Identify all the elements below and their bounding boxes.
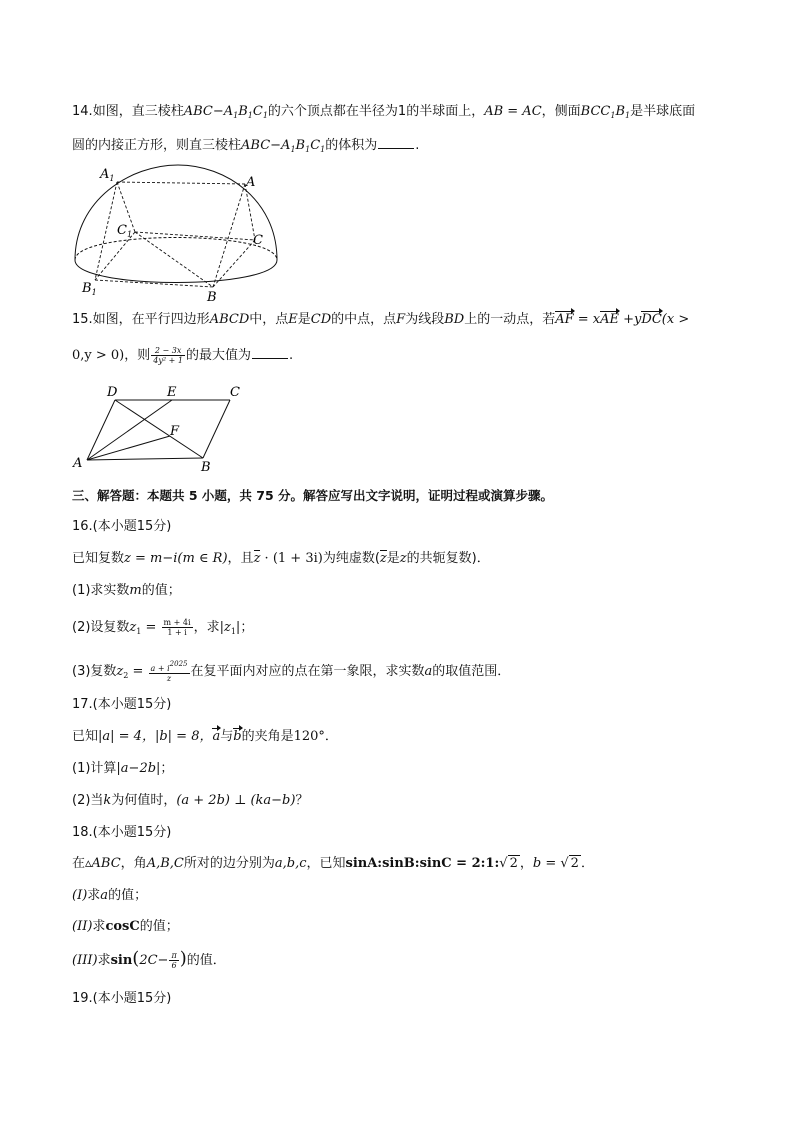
label-C1: $C_1$	[117, 223, 133, 239]
q14-text: .	[415, 138, 420, 153]
label-A: A	[246, 175, 256, 190]
q16-text: ，且	[227, 551, 254, 566]
edge-c1-b1	[95, 232, 135, 280]
frac-num	[149, 660, 190, 674]
q18-roman: (III)	[72, 953, 98, 968]
label-F: F	[170, 424, 180, 439]
q16-sub: 1	[136, 627, 142, 636]
q18-var: A,B,C	[146, 856, 184, 871]
hemisphere-figure	[70, 160, 285, 305]
label-C: C	[253, 233, 263, 248]
q17-vector: b	[233, 729, 242, 744]
q14-eq: AB = AC	[484, 104, 542, 119]
q15-eq: +y	[619, 312, 642, 327]
q15-var: ABCD	[209, 312, 250, 327]
q15-text: 为线段	[405, 312, 445, 327]
q15-text: 的中点，点	[331, 312, 397, 327]
q16-sub: 1	[230, 627, 236, 636]
q15-var: BD	[444, 312, 465, 327]
q15-text: 的最大值为	[185, 348, 251, 363]
q17-stem	[72, 728, 338, 746]
q18-sqrt: √ 2	[499, 856, 518, 871]
q15-fraction	[151, 346, 185, 365]
q17-var: k	[103, 793, 112, 808]
q15-vector: DC	[641, 312, 662, 327]
q14-number: 14.	[72, 104, 93, 119]
q18-part2	[72, 918, 179, 936]
q15-line1	[72, 311, 689, 329]
q16-text: 为纯虚数(	[322, 551, 380, 566]
q17-eq: |a| = 4，|b| = 8，	[98, 729, 213, 744]
q18-var: a,b,c	[274, 856, 307, 871]
q15-eq: = x	[573, 312, 601, 327]
q17-eq: |a−2b|	[116, 761, 161, 776]
q18-fraction	[169, 951, 178, 970]
q17-text: 已知	[72, 729, 99, 744]
q18-triangle: ▵ABC	[85, 856, 121, 871]
q16-text: 在复平面内对应的点在第一象限，求实数	[190, 664, 425, 679]
q14-face: BCC	[580, 104, 611, 119]
q16-part3	[72, 660, 510, 685]
q14-line1	[72, 103, 695, 125]
q16-fraction	[162, 618, 193, 637]
q18-text: 的值．	[186, 953, 226, 968]
q15-text: 中，点	[249, 312, 289, 327]
q16-text: 已知复数	[72, 551, 125, 566]
q14-sub: 1	[610, 111, 616, 120]
answer-blank	[378, 135, 414, 149]
q18-roman: (II)	[72, 919, 93, 934]
q15-text: 是	[297, 312, 311, 327]
q18-text: 求	[92, 919, 106, 934]
frac-num: 2 − 3x	[151, 346, 185, 356]
q18-eq: 2C−	[139, 953, 169, 968]
q16-text: ；	[240, 620, 254, 635]
q17-part1	[72, 760, 173, 778]
q16-eq: · (1 + 3i)	[260, 551, 323, 566]
q18-eq: sinA:sinB:sinC = 2:1:	[345, 856, 500, 871]
q16-text: (1)求实数	[72, 583, 130, 598]
q16-var: a	[424, 664, 433, 679]
q14-sub: 1	[320, 145, 326, 154]
q15-vector: AE	[600, 312, 620, 327]
edge-c1-b	[135, 232, 213, 287]
q14-prism-c: C	[310, 138, 321, 153]
paren-open: (	[132, 948, 140, 969]
q16-part2	[72, 618, 253, 641]
q17-eq: (a + 2b) ⊥ (ka−b)	[176, 793, 296, 808]
q17-title: 17.(本小题15分)	[72, 697, 172, 712]
q14-text: 圆的内接正方形，则直三棱柱	[72, 138, 242, 153]
q16-var: z	[399, 551, 407, 566]
q18-cos: cosC	[105, 919, 140, 934]
edge-b1-b	[95, 280, 213, 287]
q18-text: 所对的边分别为	[183, 856, 275, 871]
q17-text: ．	[324, 729, 338, 744]
q14-prism: ABC−A	[183, 104, 234, 119]
q14-sub: 1	[290, 145, 296, 154]
side-ad	[87, 400, 115, 460]
edge-c1-c	[135, 232, 255, 240]
q18-part1	[72, 887, 147, 905]
q14-sub: 1	[233, 111, 239, 120]
q14-prism-c: C	[252, 104, 263, 119]
q14-line2	[72, 135, 419, 159]
base-ellipse-front	[75, 260, 277, 283]
frac-num: m + 4i	[163, 618, 191, 627]
q15-eq: 0,y > 0)	[72, 348, 125, 363]
answer-blank	[252, 345, 288, 359]
q15-var: E	[288, 312, 298, 327]
q16-eq: =	[128, 664, 148, 679]
q14-prism: ABC−A	[241, 138, 291, 153]
q16-text: (2)设复数	[72, 620, 130, 635]
edge-a-b	[213, 184, 245, 287]
q14-text: 是半球底面	[630, 104, 696, 119]
edge-a1-b1	[95, 182, 117, 280]
q18-part3	[72, 950, 226, 970]
q16-var: z	[129, 620, 137, 635]
q16-conj: z	[253, 551, 261, 566]
q15-var: F	[396, 312, 406, 327]
q17-angle: 120°	[293, 729, 325, 744]
q18-text: ，	[519, 856, 533, 871]
q18-text: 求	[97, 953, 111, 968]
q17-vector: a	[212, 729, 221, 744]
q17-text: (1)计算	[72, 761, 117, 776]
q16-eq: z = m−i(m ∈ R)	[124, 551, 228, 566]
label-C: C	[230, 385, 240, 400]
q18-text: 的值；	[139, 919, 179, 934]
parallelogram-figure	[70, 380, 255, 475]
q18-title: 18.(本小题15分)	[72, 825, 172, 840]
q18-text: 的值；	[108, 888, 148, 903]
q16-eq: =	[141, 620, 161, 635]
q16-var: z	[116, 664, 124, 679]
section-heading: 三、解答题：本题共 5 小题，共 75 分。解答应写出文字说明，证明过程或演算步骤。	[72, 488, 554, 503]
q18-text: ，已知	[306, 856, 346, 871]
q15-text: 上的一动点，若	[464, 312, 556, 327]
q15-var: CD	[310, 312, 332, 327]
q16-text: 是	[386, 551, 400, 566]
q18-text: ．	[580, 856, 594, 871]
q18-var: a	[100, 888, 109, 903]
q18-sin: sin	[110, 953, 133, 968]
edge-a-c	[245, 184, 255, 240]
q16-var: m	[129, 583, 142, 598]
q14-text: 如图，直三棱柱	[92, 104, 184, 119]
q16-fraction-2	[149, 660, 190, 683]
q16-text: 的值；	[141, 583, 181, 598]
q15-text: ，则	[124, 348, 151, 363]
edge-c-b	[213, 240, 255, 287]
q17-text: (2)当	[72, 793, 104, 808]
q19-title: 19.(本小题15分)	[72, 991, 172, 1006]
q14-sub: 1	[625, 111, 631, 120]
q16-abs: |z	[219, 620, 231, 635]
q16-title: 16.(本小题15分)	[72, 519, 172, 534]
q14-prism-b: B	[238, 104, 248, 119]
q16-abs: |	[235, 620, 241, 635]
label-B: B	[201, 460, 211, 475]
frac-den: z	[166, 674, 172, 683]
frac-den: 1 + i	[167, 628, 187, 637]
q17-part2	[72, 792, 308, 810]
q14-prism-b: B	[295, 138, 306, 153]
q14-face-b: B	[615, 104, 626, 119]
label-B: B	[207, 290, 217, 305]
q16-text: 的取值范围．	[432, 664, 511, 679]
label-B1: $B_1$	[82, 281, 97, 297]
paren-close: )	[179, 948, 187, 969]
label-A: A	[73, 456, 83, 471]
q15-line2	[72, 345, 293, 365]
q17-text: ？	[295, 793, 309, 808]
q16-text: ，求	[193, 620, 220, 635]
frac-den: 6	[171, 961, 177, 970]
q18-sqrt-arg: 2	[509, 856, 518, 871]
label-A1: $A_1$	[100, 167, 115, 183]
frac-num-base: a + i	[150, 664, 170, 673]
label-E: E	[167, 385, 177, 400]
q18-text: 求	[87, 888, 101, 903]
q16-sub: 2	[123, 671, 129, 680]
q14-sub: 1	[262, 111, 268, 120]
q18-eq: b =	[532, 856, 561, 871]
q14-text: 的体积为	[325, 138, 378, 153]
q16-text: 的共轭复数)．	[406, 551, 490, 566]
q18-stem	[72, 855, 594, 873]
q17-text: 为何值时，	[111, 793, 177, 808]
q14-sub: 1	[247, 111, 253, 120]
frac-num: π	[171, 951, 177, 960]
q16-stem	[72, 550, 490, 568]
frac-num-sup: 2025	[169, 660, 188, 668]
side-cb	[203, 400, 230, 458]
q16-part1	[72, 582, 181, 600]
q14-text: ，侧面	[541, 104, 581, 119]
q18-sqrt-arg: 2	[570, 856, 579, 871]
q16-conj: z	[379, 551, 387, 566]
q14-sub: 1	[305, 145, 311, 154]
segment-af	[87, 436, 170, 460]
q18-sqrt: √ 2	[560, 856, 579, 871]
q15-eq: (x >	[661, 312, 690, 327]
q17-text: ；	[160, 761, 174, 776]
edge-a1-a	[117, 182, 245, 184]
q18-text: 在	[72, 856, 86, 871]
side-ba	[87, 458, 203, 460]
q18-text: ，角	[120, 856, 147, 871]
q15-text: 15.如图，在平行四边形	[72, 312, 210, 327]
q15-text: .	[288, 348, 294, 363]
q17-text: 与	[220, 729, 234, 744]
q16-text: (3)复数	[72, 664, 117, 679]
q15-vector: AF	[555, 312, 574, 327]
frac-den: 4y² + 1	[153, 356, 183, 365]
q14-text: 的六个顶点都在半径为1的半球面上，	[267, 104, 485, 119]
q18-roman: (I)	[72, 888, 88, 903]
label-D: D	[107, 385, 118, 400]
q17-text: 的夹角是	[241, 729, 294, 744]
